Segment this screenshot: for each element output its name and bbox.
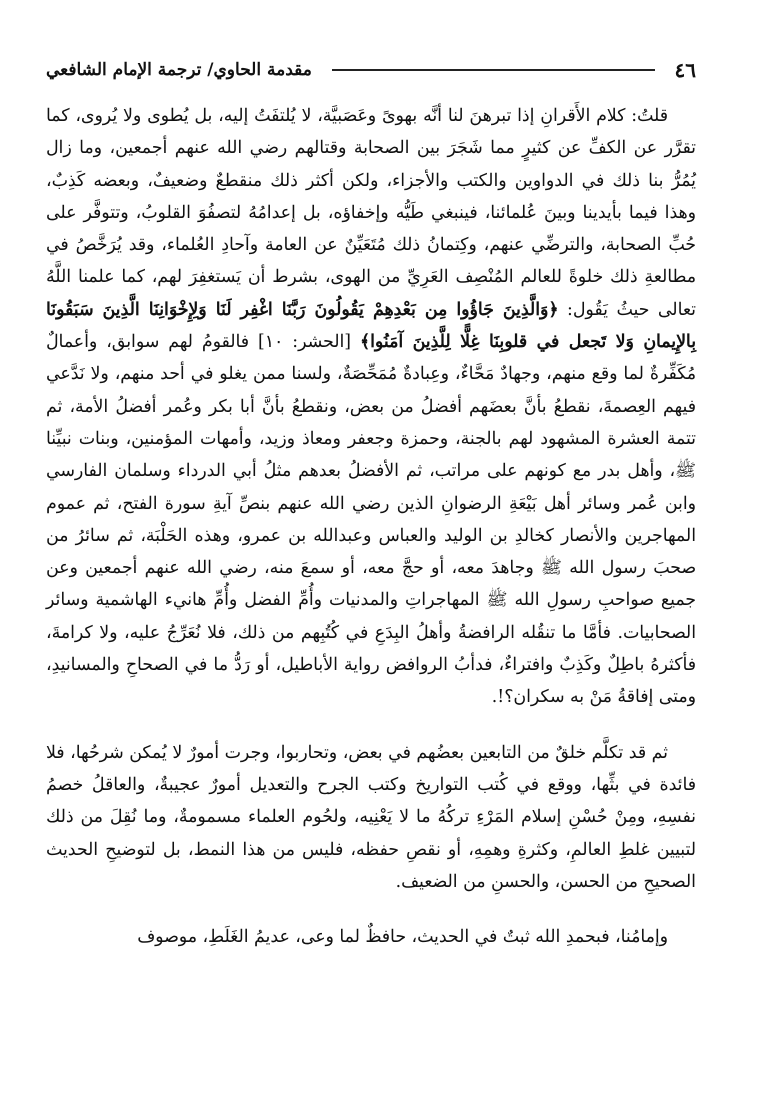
- page-header: [46, 52, 696, 88]
- paragraph-1: [46, 100, 696, 714]
- paragraph-1-text: قلتُ: كلام الأَقرانِ إذا تبرهنَ لنا أنَّه بهوىً وعَصَبيَّة، لا يُلتفَتُ إليه، بل يُطوى ولا يُروى، كما تقرَّر عن الكفِّ عن كثيرٍ مما شَجَرَ بين الصحابة وقتالهم رضي الله عنهم أجمعين، وما زال يُمُرُّ بنا ذلك في الدواوين والكتب والأجزاء، ولكن أكثر ذلك منقطعٌ وضعيفٌ، وبعضه كَذِبٌ، وهذا فيما بأيدينا وبينَ عُلمائنا، فينبغي طَيُّه وإخفاؤه، بل إعدامُهُ لتصفُوَ القلوبُ، وتتوفَّر على حُبِّ الصحابة، والترضِّي عنهم، وكِتمانُ ذلك مُتَعَيِّنٌ عن العامة وآحادِ العُلماء، وقد يُرَخَّصُ في مطالعةِ ذلك خلوةً للعالم المُنْصِف العَرِيِّ من الهوى، بشرط أن يَستغفِرَ لهم، كما علمنا اللَّهُ تعالى حيثُ يَقُول:: [46, 106, 696, 320]
- paragraph-1-continuation: [الحشر: ١٠] فالقومُ لهم سوابق، وأعمالٌ مُكَفِّرةٌ لما وقع منهم، وجهادٌ مَحَّاءٌ، وعِبادةٌ مُمَحِّصَةٌ، ولسنا ممن يغلو في أحد منهم، ولا نَدَّعي فيهم العِصمةَ، نقطعُ بأنَّ بعضَهم أفضلُ من بعض، ونقطعُ بأنَّ أبا بكر وعُمر أفضلُ الأمة، ثم تتمة العشرة المشهود لهم بالجنة، وحمزة وجعفر ومعاذ وزيد، وأمهات المؤمنين، وبنات نبيِّنا ﷺ، وأهل بدر مع كونهم على مراتب، ثم الأفضلُ بعدهم مثلُ أبي الدرداء وسلمان الفارسي وابن عُمر وسائر أهل بَيْعَةِ الرضوانِ الذين رضي الله عنهم بنصِّ آيةِ سورة الفتح، ثم عموم المهاجرين والأنصار كخالدِ بن الوليد والعباس وعبدالله بن عمرو، وهذه الحَلْبَة، ثم سائرُ من صحبَ رسول الله ﷺ وجاهدَ معه، أو حجَّ معه، أو سمعَ منه، رضي الله عنهم أجمعين وعن جميع صواحبِ رسولِ الله ﷺ المهاجراتِ والمدنيات وأُمِّ الفضل وأُمِّ هانيء الهاشمية وسائر الصحابيات. فأمَّا ما تنقُله الرافضةُ وأهلُ البِدَعِ في كُتُبِهم من ذلك، فلا نُعَرِّجُ عليه، ولا كرامةَ، فأكثرهُ باطِلٌ وكَذِبٌ وافتراءٌ، فدأبُ الروافض رواية الأباطيل، أو رَدُّ ما في الصحاحِ والمسانيدِ، ومتى إفاقةُ مَنْ به سكران؟!.: [46, 332, 696, 708]
- running-title: مقدمة الحاوي/ ترجمة الإمام الشافعي: [46, 60, 312, 80]
- body-text: [46, 100, 696, 953]
- page-number: ٤٦: [674, 58, 696, 82]
- header-rule: [332, 69, 655, 71]
- paragraph-2: ثم قد تكلَّم خلقٌ من التابعين بعضُهم في بعض، وتحاربوا، وجرت أمورٌ لا يُمكن شرحُها، فلا فائدة في بثِّها، ووقع في كُتب التواريخ وكتب الجرح والتعديل أمورٌ عجيبةٌ، والعاقلُ خصمُ نفسِهِ، ومِنْ حُسْنِ إسلام المَرْءِ تركُهُ ما لا يَعْنِيه، ولحُوم العلماء مسمومةٌ، وما نُقِلَ من ذلك لتبيين غلطِ العالمِ، وكثرةِ وهمِهِ، أو نقصِ حفظه، فليس من هذا النمط، بل لتوضيحِ الحديث الصحيحِ من الحسن، والحسنِ من الضعيف.: [46, 742, 696, 892]
- paragraph-3: وإمامُنا، فبحمدِ الله ثبتٌ في الحديث، حافظٌ لما وعى، عديمُ الغَلَطِ، موصوف: [137, 927, 668, 948]
- quran-verse: ﴿وَالَّذِينَ جَاؤُوا مِن بَعْدِهِمْ يَقُولُونَ رَبَّنَا اغْفِر لَنَا وَلِإِخْوَانِنَا الَّذِينَ سَبَقُونَا بِالإِيمانِ وَلا تَجعل في قلوبِنَا غِلًّا لِلَّذِينَ آمَنُوا﴾: [46, 299, 697, 353]
